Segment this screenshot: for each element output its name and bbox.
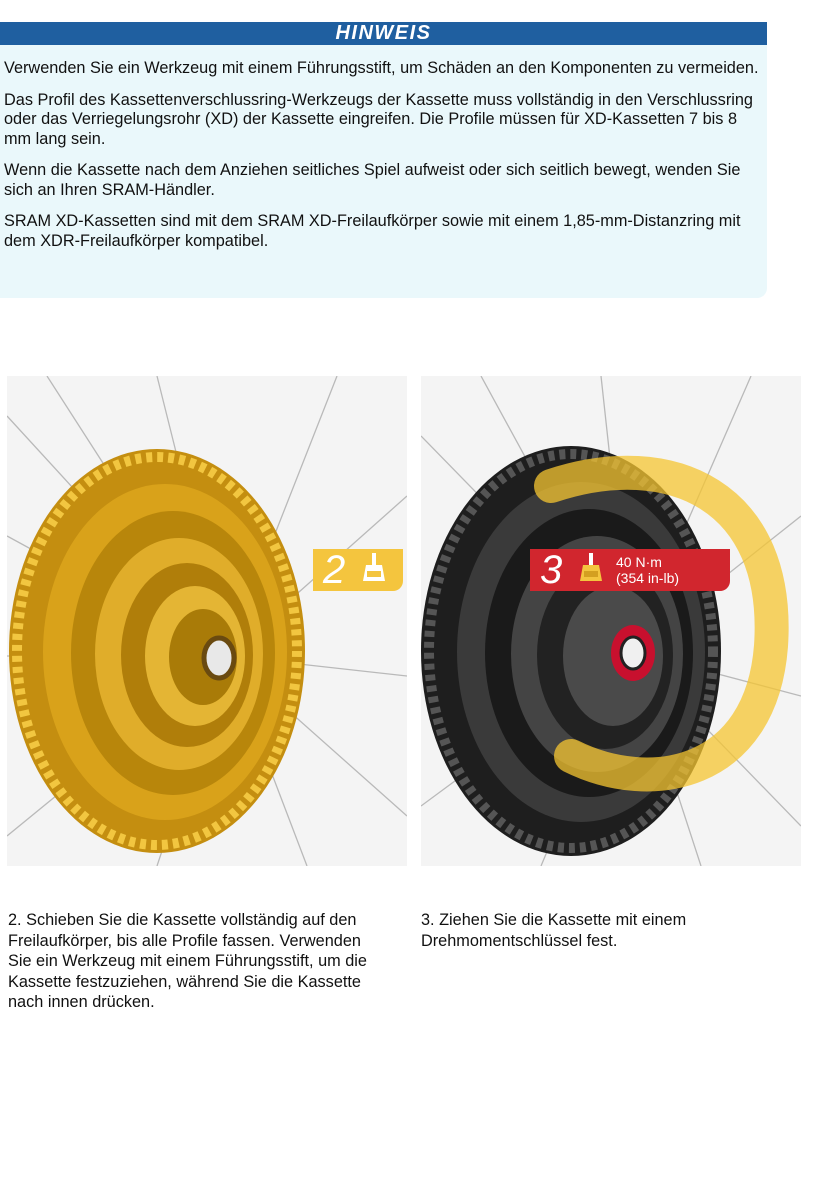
gold-cassette-illustration	[7, 376, 407, 866]
torque-metric: 40 N·m	[616, 554, 662, 570]
torque-value	[616, 554, 679, 586]
notice-paragraph: SRAM XD-Kassetten sind mit dem SRAM XD-Freilaufkörper sowie mit einem 1,85-mm-Distanzring mit dem XDR-Freilaufkörper kompatibel.	[4, 212, 741, 250]
gold-cassette-sprockets	[9, 449, 305, 853]
black-cassette-hub	[621, 637, 645, 669]
torque-wrench-cassette-icon	[357, 551, 391, 590]
black-cassette-illustration	[421, 376, 801, 866]
black-cassette-image	[421, 376, 801, 866]
torque-wrench-cassette-icon	[574, 551, 608, 590]
notice-paragraph: Wenn die Kassette nach dem Anziehen seitliches Spiel aufweist oder sich seitlich bewegt, wenden Sie sich an Ihren SRAM-Händler.	[4, 161, 741, 199]
step-2-caption: 2. Schieben Sie die Kassette vollständig auf den Freilaufkörper, bis alle Profile fassen. Verwenden Sie ein Werkzeug mit einem Führungsstift, um die Kassette festzuziehen, während Sie die Kassette nach innen drücken.	[8, 911, 367, 1011]
step-number: 2	[323, 548, 346, 592]
notice-title: HINWEIS	[0, 22, 767, 45]
notice-body	[0, 45, 767, 251]
notice-paragraph: Das Profil des Kassettenverschlussring-Werkzeugs der Kassette muss vollständig in den Verschlussring oder das Verriegelungsrohr (XD) der Kassette eingreifen. Die Profile müssen für XD-Kassetten 7 bis 8 mm lang sein.	[4, 90, 753, 148]
step-2-badge	[313, 549, 403, 591]
torque-imperial: (354 in-lb)	[616, 570, 680, 586]
gold-cassette-image	[7, 376, 407, 866]
notice-box	[0, 22, 767, 298]
step-3-caption: 3. Ziehen Sie die Kassette mit einem Drehmomentschlüssel fest.	[421, 911, 687, 950]
step-3-badge	[530, 549, 730, 591]
step-number: 3	[540, 548, 563, 592]
black-cassette-sprockets	[421, 446, 721, 856]
notice-paragraph: Verwenden Sie ein Werkzeug mit einem Führungsstift, um Schäden an den Komponenten zu vermeiden.	[4, 59, 759, 77]
gold-cassette-hub	[204, 638, 234, 678]
